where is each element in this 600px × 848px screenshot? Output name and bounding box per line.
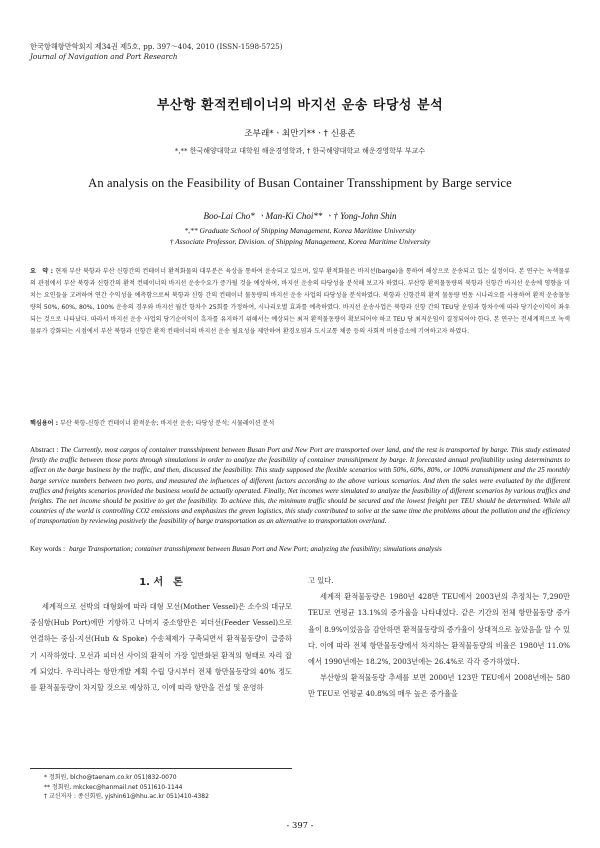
paper-title-ko: 부산항 환적컨테이너의 바지선 운송 타당성 분석: [156, 98, 444, 113]
authors-ko: 조부래*ㆍ최만기**ㆍ† 신용존: [244, 129, 356, 139]
footnotes: [30, 768, 292, 802]
body-column-left: [30, 573, 292, 696]
abstract-en-text: The Currently, most cargos of container transshipment between Busan Port and New Port are transported over land, and the rest is transported by barge. This study estimated firstly the traffic between those ports through simulations in order to analyze the feasibility of container transshipment by barge. It forecasted annual profitability using determinants to affect on the barge business by the traffic, and then, discussed the feasibility. This study supposed the flexible scenarios with 50%, 60%, 80%, or 100% transshipment and the 25 monthly barge service numbers between two ports, and measured the influences of different factors according to the above various scenarios. And then the sales were evaluated by the different traffics and freights scenarios provided the business would be actually operated. Finally, Net incomes were simulated to analyze the feasibility of different scenarios by various traffics and freights. The net income should be positive to get the feasibility. To achieve this, the minimum traffic should be secured and the lowest freight per TEU should be determined. While all countries of the world is controlling CO2 emissions and emphasizes the green logistics, this study contributed to solve at the same time the problems about the pollution and the efficiency of transportation by reviewing positively the feasibility of barge transportation as an alternative to transportation overland.: [30, 446, 570, 526]
keywords-ko: [30, 418, 570, 427]
abstract-en: [30, 445, 570, 527]
body-column-right: [308, 573, 570, 703]
journal-name-en: Journal of Navigation and Port Research: [30, 52, 178, 61]
keywords-en: [30, 544, 570, 554]
abstract-en-label: Abstract :: [30, 446, 59, 454]
section-title-introduction: 1. 서 론: [139, 577, 183, 588]
keywords-en-text: barge Transportation; container transshipment between Busan Port and New Port; analyzing the feasibility; simulations analysis: [69, 545, 442, 553]
page-number: - 397 -: [286, 820, 314, 830]
abstract-ko-label: 요 약 :: [30, 268, 54, 275]
intro-paragraph-1: 세계적으로 선박의 대형화에 따라 대형 모선(Mother Vessel)은 소수의 대규모 중심항(Hub Port)에만 기항하고 나머지 중소항만은 피더선(Feeder Vessel)으로 연결하는 중심-지선(Hub & Spoke) 수송체제가 구축되면서 환적물동량이 급증하기 시작하였다. 모선과 피더선 사이의 환적이 가장 일반화된 환적의 형태로 자리 잡게 되었다. 우리나라는 항만개발 계획 수립 당시부터 전체 항만물동량의 40% 정도를 환적물동량이 차지할 것으로 예상하고, 이에 따라 항만을 건설 및 운영하: [30, 602, 292, 693]
intro-continuation: 고 있다.: [308, 576, 334, 585]
affiliation-ko: *,** 한국해양대학교 대학원 해운경영학과, † 한국해양대학교 해운경영학부 부교수: [174, 147, 426, 155]
affiliation-en-line2: † Associate Professor, Division. of Shipping Management, Korea Maritime University: [169, 237, 431, 246]
abstract-ko-text: 현재 부산 북항과 부산 신항간의 컨테이너 환적화물의 대부분은 육상을 통하여 운송되고 있으며, 일부 환적화물은 바지선(barge)을 통하여 해상으로 운송되고 있는 실정이다. 본 연구는 녹색물류의 관점에서 부산 북항과 신항간의 환적 컨테이너의 바지선 운송수요가 증가될 것을 예상하여, 바지선 운송의 타당성을 분석해 보고자 하였다. 부산항 환적물동량의 북항과 신항간 바지선 운송에 영향을 미치는 요인들을 고려하여 연간 수익성을 예측함으로써 북항과 신항 간의 컨테이너 물동량의 바지선 운송 사업의 타당성을 분석하였다. 북항과 신항간의 환적 물동량 변동 시나리오를 사용하여 환적 운송물동량의 50%, 60%, 80%, 100% 운송의 경우와 바지선 월간 항차수 25회를 가정하여, 시나리오별 효과를 예측하였다. 바지선 운송사업은 북항과 신항 간의 TEU당 운임과 항차수에 따라 당기순이익이 좌우되는 것으로 나타났다. 따라서 바지선 운송 사업의 당기순이익이 흑자를 유지하기 위해서는 예상되는 최저 환적물동량이 확보되어야 하고 TEU 당 최저운임이 결정되어야 한다. 본 연구는 전세계적으로 녹색물류가 강화되는 시점에서 부산 북항과 신항간 환적 컨테이너의 바지선 운송 필요성을 제안하여 환경오염과 도시교통 체증 등의 사회적 비용감소에 기여하고자 하였다.: [30, 268, 570, 335]
keywords-ko-text: 부산 북항-신항간 컨테이너 환적운송; 바지선 운송; 타당성 분석; 시뮬레이션 분석: [60, 420, 275, 427]
journal-header: [30, 42, 283, 62]
keywords-ko-label: 핵심용어 :: [30, 420, 59, 427]
intro-paragraph-3: 부산항의 환적물동량 추세를 보면 2000년 123만 TEU에서 2008년에는 580만 TEU로 연평균 40.8%의 매우 높은 증가율을: [308, 673, 570, 699]
intro-paragraph-2: 세계적 환적물동량은 1980년 428만 TEU에서 2003년의 추정치는 7,290만 TEU로 연평균 13.1%의 증가율을 나타내었다. 같은 기간의 전체 항만물동량 증가율이 8.9%이었음을 감안하면 환적물동량의 증가율이 상대적으로 높았음을 알 수 있다. 이에 따라 전체 항만물동량에서 차지하는 환적물동량의 비율은 1980년 11.0%에서 1990년에는 18.2%, 2003년에는 26.4%로 각각 증가하였다.: [308, 592, 570, 667]
abstract-ko: [30, 266, 570, 338]
footnote-author-1: * 정회원, blcho@taenam.co.kr 051)832-0070: [44, 774, 177, 781]
authors-en: Boo-Lai Cho* ㆍMan-Ki Choi** ㆍ† Yong-John Shin: [203, 211, 397, 221]
journal-citation-ko: 한국항해항만학회지 제34권 제5호, pp. 397～404, 2010 (ISSN-1598-5725): [30, 42, 283, 51]
footnote-corresponding-author: † 교신저자 : 종신회원, yjshin61@hhu.ac.kr 051)410-4382: [44, 793, 209, 800]
footnote-author-2: ** 정회원, mkckec@hanmail.net 051)610-1144: [44, 783, 183, 791]
paper-title-en: An analysis on the Feasibility of Busan Container Transshipment by Barge service: [88, 176, 512, 190]
keywords-en-label: Key words :: [30, 545, 66, 553]
affiliation-en: [0, 225, 600, 247]
affiliation-en-line1: *,** Graduate School of Shipping Management, Korea Maritime University: [184, 226, 416, 235]
